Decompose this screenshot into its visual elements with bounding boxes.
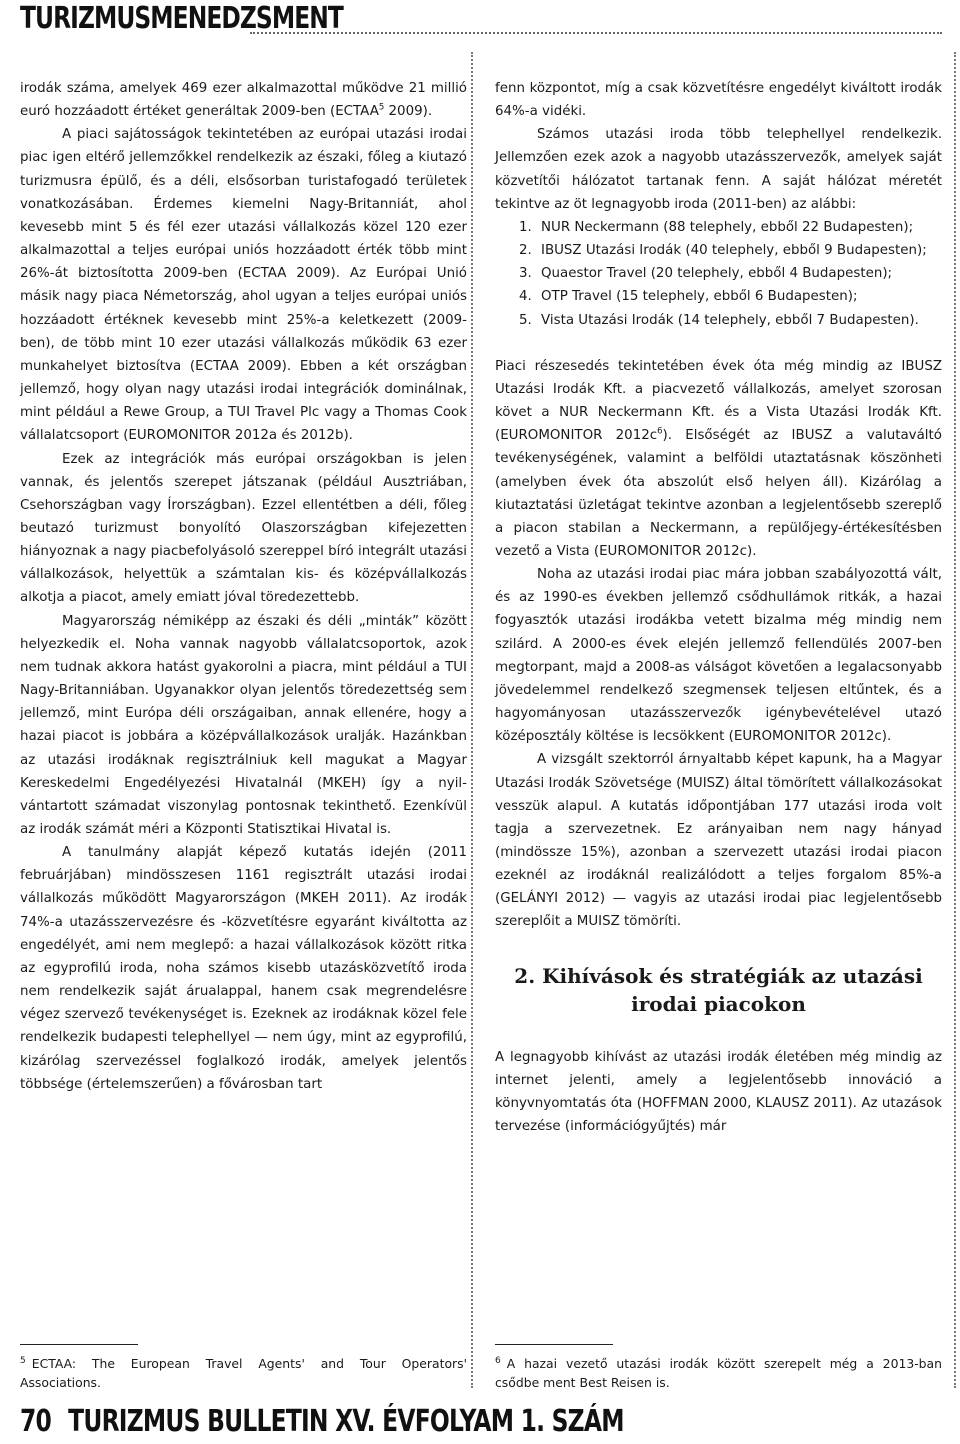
- footnote-5: $^5$ ECTAA: The European Travel Agents' and Tour Operators' Associations.: [20, 1355, 467, 1390]
- list-item: 1. NUR Neckermann (88 telephely, ebből 22 Budapesten);: [519, 219, 914, 235]
- body-paragraph: Számos utazási iroda több telephellyel rendelkezik. Jellemzően ezek azok a nagyobb utazásszervezők, amelyek saját közvetítői hálózatot tartanak fenn. A saját hálózat méretét tekintve az öt legnagyobb iroda (2011-ben) az alábbi:: [495, 127, 942, 212]
- footnote-ref: 5: [378, 102, 385, 113]
- publication-name: TURIZMUS BULLETIN XV. ÉVFOLYAM 1. SZÁM: [68, 1404, 624, 1439]
- footnote-6: $^6$ A hazai vezető utazási irodák között szerepelt még a 2013-ban csődbe ment Best Reisen is.: [495, 1355, 942, 1390]
- footnote-rule-left: [20, 1344, 138, 1345]
- body-paragraph: Piaci részesedés tekintetében évek óta még mindig az IBUSZ Utazási Irodák Kft. a piacvezető vállalkozás, amelyet szorosan követ a NUR Neckermann Kft. és a Vista Utazási Irodák Kft. (EUROMONITOR $2012c^6$). Elsőségét az IBUSZ a valutaváltó tevékenységének, valamint a belföldi utaztatásnak köszönheti (amelyben évek óta abszolút első helyen áll). Kizárólag a kiutaztatási üzletágat tekintve azonban a legjelentősebb szereplő a piacon stabilan a Neckermann, a repülőjegy-értékesítésben vezető a Vista (EUROMONITOR 2012c).: [495, 358, 942, 559]
- body-paragraph: A tanulmány alapját képező kutatás idején (2011 februárjában) mindösszesen 1161 regisztrált utazási irodai vállalkozás működött Magyarországon (MKEH 2011). Az irodák 74%-a utazásszervezésre és -közvetítésre egyaránt kiváltotta az engedélyét, ami nem meglepő: a hazai vállalkozások között ritka az egyprofilú iroda, noha számos kisebb utazásközvetítő iroda nem rendelkezik saját árualappal, hanem csak megrendelésre végez szervező tevékenységet is. Ezeknek az irodáknak közel fele rendelkezik budapesti telephellyel — nem úgy, mint az egyprofilú, kizárólag szervezéssel foglalkozó irodák, amelyek jelentős többsége (értelemszerűen) a fővárosban tart: [20, 845, 467, 1092]
- list-item: 3. Quaestor Travel (20 telephely, ebből 4 Budapesten);: [519, 266, 893, 282]
- body-paragraph: Magyarország némiképp az északi és déli „minták” között helyezkedik el. Noha vannak nagyobb vállalatcsoportok, azok nem tudnak akkora hatást gyakorolni a piacra, mint például a TUI Nagy-Britanniában. Ugyanakkor olyan jelentős töredezettség sem jellemző, mint Európa déli országaiban, annak ellenére, hogy a hazai piacot is jobbára a középvállalkozások uralják. Hazánkban az utazási irodáknak regisztrálniuk kell magukat a Magyar Kereskedelmi Engedélyezési Hivatalnál (MKEH) így a nyilvántartott számadat viszonylag pontosnak tekinthető. Ezenkívül az irodák számát méri a Központi Statisztikai Hivatal is.: [20, 613, 467, 837]
- column-divider-center: [471, 52, 473, 1388]
- body-paragraph: irodák száma, amelyek 469 ezer alkalmazottal működve 21 millió euró hozzáadott értéket generáltak 2009-ben (ECTAA$^5$ 2009).: [20, 81, 467, 120]
- left-column: [20, 77, 467, 1096]
- body-paragraph: A piaci sajátosságok tekintetében az európai utazási irodai piac igen eltérő jellemzőkkel rendelkezik az északi, főleg a kiutazó turizmusra épülő, és a déli, elsősorban turistafogadó területek vonatkozásában. Érdemes kiemelni Nagy-Britanniát, ahol kevesebb mint 5 és fél ezer utazási vállalkozás közel 120 ezer alkalmazottal a teljes európai uniós hozzáadott érték több mint 26%-át biztosította 2009-ben (ECTAA 2009). Az Európai Unió másik nagy piaca Németország, ahol ugyan a teljes európai uniós hozzáadott értéknek kevesebb mint 25%-a keletkezett (2009-ben), de több mint 10 ezer utazási vállalkozás működik 63 ezer munkahelyet biztosítva (ECTAA 2009). Ebben a két országban jellemző, hogy olyan nagy utazási irodai integrációk dominálnak, mint például a Rewe Group, a TUI Travel Plc vagy a Thomas Cook vállalatcsoport (EUROMONITOR 2012a és 2012b).: [20, 127, 467, 444]
- top-agencies-list: [495, 216, 942, 332]
- page-footer: [20, 1402, 624, 1442]
- list-item: 4. OTP Travel (15 telephely, ebből 6 Budapesten);: [519, 289, 858, 305]
- body-paragraph: Noha az utazási irodai piac mára jobban szabályozottá vált, és az 1990-es években jellemző csődhullámok ritkák, a hazai fogyasztók utazási irodákba vetett bizalma még mindig nem szilárd. A 2000-es évek elején jellemző fellendülés 2007-ben megtorpant, majd a 2008-as válságot követően a legalacsonyabb jövedelemmel rendelkező szegmensek teljesen eltűntek, és a hagyományosan utazásszervezők igénybevételével utazó középosztály költése is lecsökkent (EUROMONITOR 2012c).: [495, 567, 942, 745]
- footnote-ref: 6: [657, 426, 663, 437]
- list-item: 2. IBUSZ Utazási Irodák (40 telephely, ebből 9 Budapesten);: [519, 243, 927, 259]
- section-heading: 2. Kihívások és stratégiák az utazási irodai piacokon: [514, 963, 923, 1016]
- body-paragraph: A vizsgált szektorról árnyaltabb képet kapunk, ha a Magyar Utazási Irodák Szövetsége (MUISZ) által tömörített vállalkozásokat vesszük alapul. A kutatás időpontjában 177 utazási iroda volt tagja a szervezetnek. Ez arányaiban nem nagy hányad (mindössze 15%), azonban a szervezett utazási irodai piacon ezeknél az irodáknál realizálódott a teljes forgalom 85%-a (GELÁNYI 2012) — vagyis az utazási irodai piac legjelentősebb szereplőit a MUISZ tömöríti.: [495, 752, 942, 930]
- body-paragraph: A legnagyobb kihívást az utazási irodák életében még mindig az internet jelenti, amely a legjelentősebb innováció a könyvnyomtatás óta (HOFFMAN 2000, KLAUSZ 2011). Az utazások tervezése (információgyűjtés) már: [495, 1049, 942, 1135]
- column-divider-right: [954, 52, 956, 1388]
- body-paragraph: Ezek az integrációk más európai országokban is jelen vannak, és jelentős szerepet játszanak (például Ausztriában, Csehországban vagy Írországban). Ezzel ellentétben a déli, főleg beutazó turizmust bonyolító Olaszországban kifejezetten hiányoznak a nagy piacbefolyásoló szereppel bíró integrált utazási vállalkozások, helyettük a számtalan kis- és középvállalkozás alkotja a piacot, amely emiatt jóval töredezettebb.: [20, 451, 468, 606]
- right-column: [495, 77, 942, 1138]
- section-title: TURIZMUSMENEDZSMENT: [20, 1, 343, 36]
- header-dotted-rule: [250, 32, 942, 34]
- list-item: 5. Vista Utazási Irodák (14 telephely, ebből 7 Budapesten).: [519, 312, 919, 328]
- footnote-rule-right: [495, 1344, 613, 1345]
- page-number: 70: [20, 1404, 52, 1439]
- body-paragraph: fenn központot, míg a csak közvetítésre engedélyt kiváltott irodák 64%-a vidéki.: [495, 81, 942, 120]
- running-header: [20, 0, 942, 40]
